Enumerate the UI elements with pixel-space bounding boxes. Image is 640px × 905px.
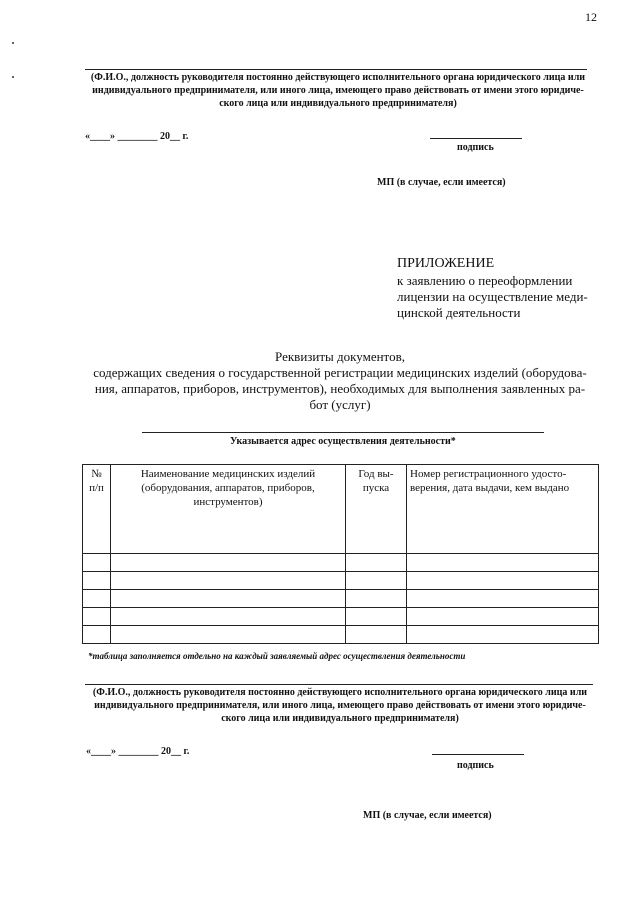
fio-caption-top-line1: (Ф.И.О., должность руководителя постоянно действующего исполнительного органа юридического лица или — [90, 72, 586, 83]
signature-label-top: подпись — [457, 142, 494, 153]
table-row — [83, 590, 599, 608]
table-row — [83, 572, 599, 590]
table-cell[interactable] — [346, 590, 407, 608]
fio-caption-top-line2: индивидуального предпринимателя, или иного лица, имеющего право действовать от имени этого юридиче- — [92, 85, 584, 96]
fio-line-bottom — [85, 684, 593, 685]
table-header-row — [83, 465, 599, 554]
appendix-line1: к заявлению о переоформлении — [397, 273, 573, 288]
fio-caption-bottom-line2: индивидуального предпринимателя, или иного лица, имеющего право действовать от имени этого юридиче- — [94, 700, 586, 711]
table-cell[interactable] — [83, 626, 111, 644]
appendix-block — [397, 256, 588, 321]
table-cell[interactable] — [83, 590, 111, 608]
table-cell[interactable] — [346, 626, 407, 644]
header-number: № п/п — [83, 465, 111, 554]
date-field-bottom[interactable]: «____» ________ 20__ г. — [86, 746, 190, 757]
fio-caption-top-line3: ского лица или индивидуального предпринимателя) — [219, 98, 457, 109]
fio-line-top — [85, 69, 587, 70]
signature-line-bottom[interactable] — [432, 754, 524, 755]
header-year: Год вы-пуска — [346, 465, 407, 554]
table-cell[interactable] — [111, 554, 346, 572]
table-cell[interactable] — [407, 572, 599, 590]
table-cell[interactable] — [83, 572, 111, 590]
appendix-line2: лицензии на осуществление меди- — [397, 289, 588, 304]
header-registration: Номер регистрационного удосто-верения, дата выдачи, кем выдано — [407, 465, 599, 554]
table-footnote: *таблица заполняется отдельно на каждый заявляемый адрес осуществления деятельности — [88, 651, 466, 661]
table-cell[interactable] — [83, 554, 111, 572]
header-device-name: Наименование медицинских изделий (оборудования, аппаратов, приборов, инструментов) — [111, 465, 346, 554]
appendix-title: ПРИЛОЖЕНИЕ — [397, 256, 495, 271]
signature-label-bottom: подпись — [457, 760, 494, 771]
medical-devices-table — [82, 464, 599, 644]
table-cell[interactable] — [111, 608, 346, 626]
date-field-top[interactable]: «____» ________ 20__ г. — [85, 131, 189, 142]
page-number: 12 — [585, 10, 597, 24]
scan-dot — [12, 42, 14, 44]
stamp-label-top: МП (в случае, если имеется) — [377, 177, 506, 188]
scan-dot — [12, 76, 14, 78]
table-row — [83, 554, 599, 572]
table-cell[interactable] — [111, 590, 346, 608]
table-row — [83, 626, 599, 644]
table-cell[interactable] — [83, 608, 111, 626]
heading-line3: ния, аппаратов, приборов, инструментов), необходимых для выполнения заявленных ра- — [94, 381, 586, 396]
table-cell[interactable] — [407, 590, 599, 608]
table-cell[interactable] — [407, 608, 599, 626]
heading-line1: Реквизиты документов, — [275, 349, 405, 364]
address-line[interactable] — [142, 432, 544, 433]
stamp-label-bottom: МП (в случае, если имеется) — [363, 810, 492, 821]
table-cell[interactable] — [407, 554, 599, 572]
signature-line-top[interactable] — [430, 138, 522, 139]
fio-caption-bottom — [78, 686, 602, 725]
appendix-line3: цинской деятельности — [397, 305, 521, 320]
heading-line4: бот (услуг) — [309, 397, 371, 412]
heading-line2: содержащих сведения о государственной регистрации медицинских изделий (оборудова- — [93, 365, 587, 380]
document-heading — [80, 349, 600, 413]
table-cell[interactable] — [346, 608, 407, 626]
address-caption: Указывается адрес осуществления деятельности* — [230, 436, 456, 447]
table-cell[interactable] — [407, 626, 599, 644]
table-cell[interactable] — [346, 554, 407, 572]
table-cell[interactable] — [346, 572, 407, 590]
fio-caption-top — [78, 71, 598, 110]
fio-caption-bottom-line3: ского лица или индивидуального предпринимателя) — [221, 713, 459, 724]
fio-caption-bottom-line1: (Ф.И.О., должность руководителя постоянно действующего исполнительного органа юридического лица или — [92, 687, 588, 698]
table-row — [83, 608, 599, 626]
table-cell[interactable] — [111, 626, 346, 644]
table-cell[interactable] — [111, 572, 346, 590]
